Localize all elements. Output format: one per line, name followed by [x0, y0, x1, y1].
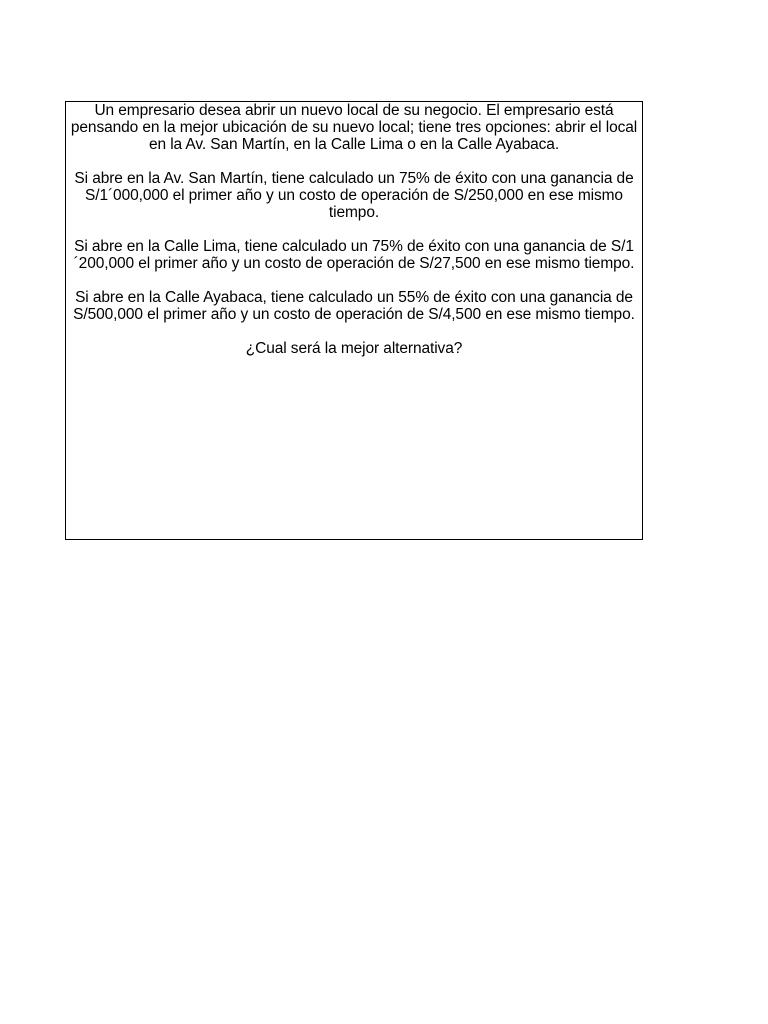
option-calle-ayabaca-paragraph: Si abre en la Calle Ayabaca, tiene calculado un 55% de éxito con una ganancia de S/500,000 el primer año y un costo de operación de S/4,500 en ese mismo tiempo. — [73, 289, 635, 323]
option-calle-lima-paragraph: Si abre en la Calle Lima, tiene calculado un 75% de éxito con una ganancia de S/1´200,000 el primer año y un costo de operación de S/27,500 en ese mismo tiempo. — [73, 238, 635, 272]
question-paragraph: ¿Cual será la mejor alternativa? — [245, 340, 463, 357]
option-san-martin-paragraph: Si abre en la Av. San Martín, tiene calculado un 75% de éxito con una ganancia de S/1´000,000 el primer año y un costo de operación de S/250,000 en ese mismo tiempo. — [74, 170, 634, 221]
intro-paragraph: Un empresario desea abrir un nuevo local de su negocio. El empresario está pensando en la mejor ubicación de su nuevo local; tiene tres opciones: abrir el local en la Av. San Martín, en la Calle Lima o en la Calle Ayabaca. — [70, 102, 638, 153]
problem-text-box — [65, 101, 643, 540]
